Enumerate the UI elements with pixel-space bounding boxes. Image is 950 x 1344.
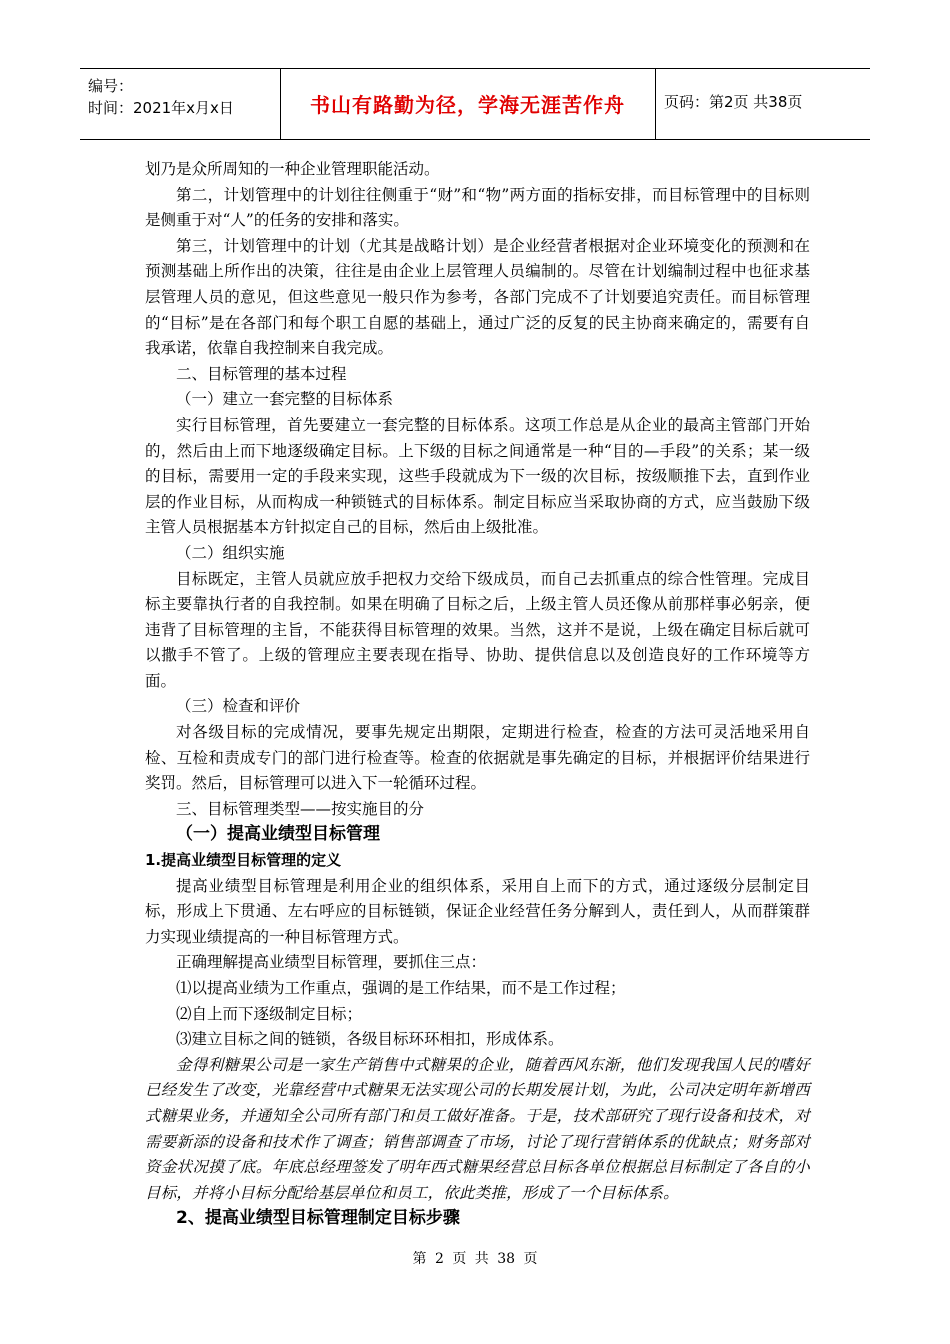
paragraph: 正确理解提高业绩型目标管理，要抓住三点： xyxy=(176,953,487,972)
header-page-info: 页码：第2页 共38页 xyxy=(664,93,803,111)
list-item: ⑶建立目标之间的链锁，各级目标环环相扣，形成体系。 xyxy=(176,1030,564,1049)
date-label: 时间：2021年x月x日 xyxy=(88,99,234,117)
section-heading: 二、目标管理的基本过程 xyxy=(176,364,347,383)
footer-di: 第 xyxy=(412,1251,427,1267)
paragraph: 划乃是众所周知的一种企业管理职能活动。 xyxy=(145,160,440,178)
footer-ye: 页 xyxy=(452,1251,467,1267)
paragraph: 提高业绩型目标管理是利用企业的组织体系，采用自上而下的方式，通过逐级分层制定目标，形成上下贯通、左右呼应的目标链锁，保证企业经营任务分解到人，责任到人，从而群策群力实现业绩提高的一种目标管理方式。 xyxy=(145,876,810,946)
subsection-heading: （二）组织实施 xyxy=(176,543,285,562)
paragraph: 第二，计划管理中的计划往往侧重于“财”和“物”两方面的指标安排，而目标管理中的目标则是侧重于对“人”的任务的安排和落实。 xyxy=(145,185,810,230)
header-divider xyxy=(655,69,656,139)
page-footer xyxy=(0,1248,950,1268)
footer-ye: 页 xyxy=(523,1251,538,1267)
paragraph: 对各级目标的完成情况，要事先规定出期限，定期进行检查，检查的方法可灵活地采用自检、互检和责成专门的部门进行检查等。检查的依据就是事先确定的目标，并根据评价结果进行奖罚。然后，目标管理可以进入下一轮循环过程。 xyxy=(145,723,810,793)
document-body xyxy=(145,157,810,1232)
list-item: ⑴以提高业绩为工作重点，强调的是工作结果，而不是工作过程； xyxy=(176,979,626,997)
subsection-heading: （一）建立一套完整的目标体系 xyxy=(176,390,394,409)
subsection-heading: （三）检查和评价 xyxy=(176,697,301,716)
list-item: ⑵自上而下逐级制定目标； xyxy=(176,1004,363,1023)
case-paragraph: 金得利糖果公司是一家生产销售中式糖果的企业，随着西风东渐，他们发现我国人民的嗜好已经发生了改变，光靠经营中式糖果无法实现公司的长期发展计划，为此，公司决定明年新增西式糖果业务，并通知全公司所有部门和员工做好准备。于是，技术部研究了现行设备和技术，对需要新添的设备和技术作了调查；销售部调查了市场，讨论了现行营销体系的优缺点；财务部对资金状况摸了底。年底总经理签发了明年西式糖果经营总目标各单位根据总目标制定了各自的小目标，并将小目标分配给基层单位和员工，依此类推，形成了一个目标体系。 xyxy=(145,1055,810,1202)
footer-total-pages: 38 xyxy=(497,1251,516,1267)
bold-heading: 2、提高业绩型目标管理制定目标步骤 xyxy=(176,1208,460,1229)
doc-number-label: 编号： xyxy=(88,77,134,95)
page-header xyxy=(80,68,870,140)
footer-gong: 共 xyxy=(474,1251,489,1267)
header-motto: 书山有路勤为径，学海无涯苦作舟 xyxy=(310,93,625,117)
paragraph: 目标既定，主管人员就应放手把权力交给下级成员，而自己去抓重点的综合性管理。完成目标主要靠执行者的自我控制。如果在明确了目标之后，上级主管人员还像从前那样事必躬亲，便违背了目标管理的主旨，不能获得目标管理的效果。当然，这并不是说，上级在确定目标后就可以撒手不管了。上级的管理应主要表现在指导、协助、提供信息以及创造良好的工作环境等方面。 xyxy=(145,569,810,690)
bold-subheading: 1.提高业绩型目标管理的定义 xyxy=(145,851,342,870)
paragraph: 第三，计划管理中的计划（尤其是战略计划）是企业经营者根据对企业环境变化的预测和在预测基础上所作出的决策，往往是由企业上层管理人员编制的。尽管在计划编制过程中也征求基层管理人员的意见，但这些意见一般只作为参考，各部门完成不了计划要追究责任。而目标管理的“目标”是在各部门和每个职工自愿的基础上，通过广泛的反复的民主协商来确定的，需要有自我承诺，依靠自我控制来自我完成。 xyxy=(145,236,810,358)
footer-page-number: 2 xyxy=(434,1251,444,1267)
header-meta xyxy=(88,75,288,119)
bold-heading: （一）提高业绩型目标管理 xyxy=(176,824,380,845)
paragraph: 实行目标管理，首先要建立一套完整的目标体系。这项工作总是从企业的最高主管部门开始的，然后由上而下地逐级确定目标。上下级的目标之间通常是一种“目的—手段”的关系；某一级的目标，需要用一定的手段来实现，这些手段就成为下一级的次目标，按级顺推下去，直到作业层的作业目标，从而构成一种锁链式的目标体系。制定目标应当采取协商的方式，应当鼓励下级主管人员根据基本方针拟定自己的目标，然后由上级批准。 xyxy=(145,415,810,537)
section-heading: 三、目标管理类型——按实施目的分 xyxy=(176,799,425,818)
